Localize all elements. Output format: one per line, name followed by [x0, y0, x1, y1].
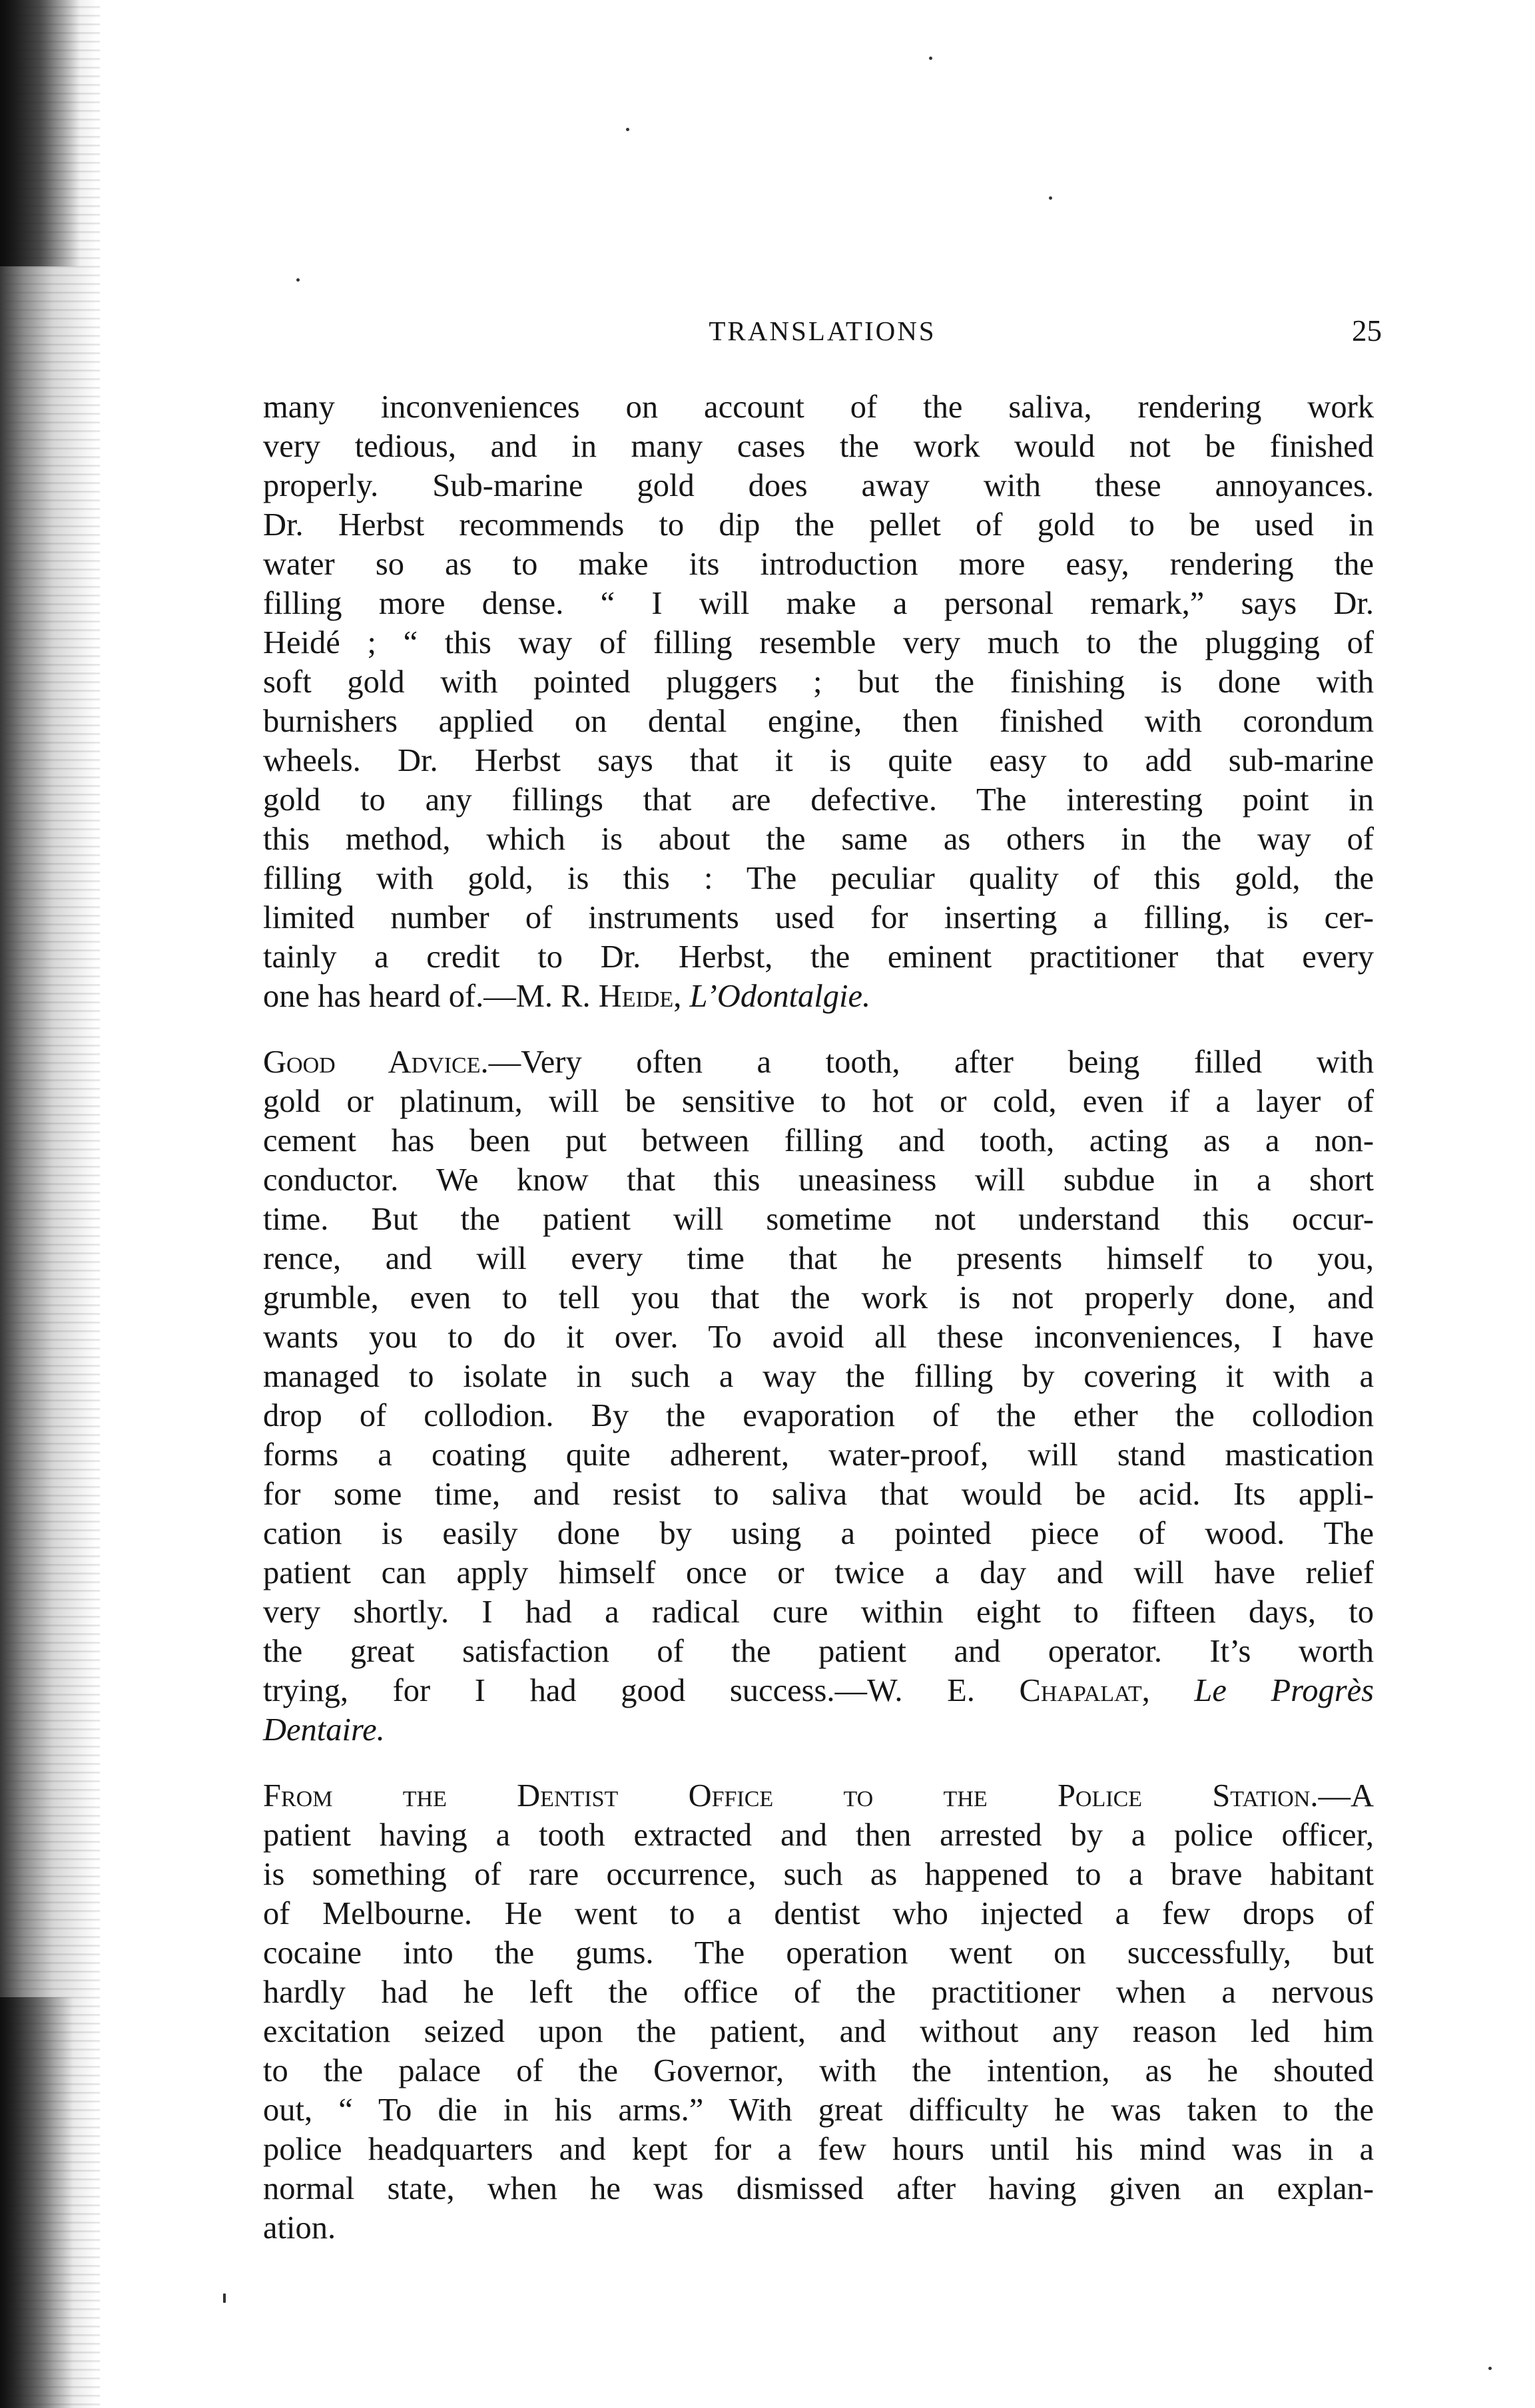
page-number: 25	[1352, 314, 1382, 348]
attribution-line	[263, 977, 1374, 1016]
text-line: time. But the patient will sometime not understand this occur-	[263, 1202, 1374, 1237]
scan-speck	[1049, 196, 1052, 200]
text-line: Dr. Herbst recommends to dip the pellet of gold to be used in	[263, 507, 1374, 543]
section-lead-rest: —Very often a tooth, after being filled with	[488, 1045, 1374, 1080]
text-line: soft gold with pointed pluggers ; but the finishing is done with	[263, 664, 1374, 700]
text-line: wants you to do it over. To avoid all these inconveniences, I have	[263, 1320, 1374, 1355]
text-line: cation is easily done by using a pointed piece of wood. The	[263, 1516, 1374, 1551]
paragraph-3	[263, 1776, 1374, 2248]
section-lead-rest: —A	[1318, 1778, 1374, 1813]
text-line: gold to any fillings that are defective. The interesting point in	[263, 782, 1374, 818]
text-line	[263, 1776, 1374, 1815]
text-line: very tedious, and in many cases the work would not be finished	[263, 429, 1374, 464]
text-line: wheels. Dr. Herbst says that it is quite easy to add sub-marine	[263, 743, 1374, 778]
text-line: forms a coating quite adherent, water-proof, will stand mastication	[263, 1437, 1374, 1473]
scan-speck	[296, 278, 300, 282]
attribution-comma: ,	[673, 979, 690, 1014]
scan-speck	[626, 128, 629, 131]
text-line: police headquarters and kept for a few hours until his mind was in a	[263, 2132, 1374, 2167]
body-text	[263, 387, 1374, 2248]
text-line: water so as to make its introduction more easy, rendering the	[263, 547, 1374, 582]
source-title: L’Odontalgie.	[689, 979, 871, 1014]
section-lead: From the Dentist Office to the Police Station.	[263, 1778, 1319, 1813]
scan-speck	[223, 2293, 226, 2303]
running-title: TRANSLATIONS	[709, 316, 936, 346]
text-line: gold or platinum, will be sensitive to hot or cold, even if a layer of	[263, 1084, 1374, 1119]
text-line: conductor. We know that this uneasiness will subdue in a short	[263, 1162, 1374, 1198]
text-line: cement has been put between filling and tooth, acting as a non-	[263, 1123, 1374, 1158]
text-line: limited number of instruments used for inserting a filling, is cer-	[263, 900, 1374, 935]
text-line: patient can apply himself once or twice a day and will have relief	[263, 1555, 1374, 1590]
attribution-line	[263, 1671, 1374, 1710]
author-name: Heide	[598, 979, 674, 1014]
text-line: tainly a credit to Dr. Herbst, the eminent practitioner that every	[263, 939, 1374, 975]
text-line: excitation seized upon the patient, and without any reason led him	[263, 2014, 1374, 2049]
text-line: cocaine into the gums. The operation went on successfully, but	[263, 1935, 1374, 1971]
paragraph-gap	[263, 1016, 1374, 1043]
text-line: this method, which is about the same as others in the way of	[263, 822, 1374, 857]
text-line: grumble, even to tell you that the work is not properly done, and	[263, 1280, 1374, 1316]
text-line: filling more dense. “ I will make a personal remark,” says Dr.	[263, 586, 1374, 621]
attribution-prefix: trying, for I had good success.—W. E.	[263, 1673, 1020, 1708]
scan-speck	[929, 57, 932, 60]
text-line	[263, 1043, 1374, 1082]
paragraph-2	[263, 1043, 1374, 1750]
text-line: drop of collodion. By the evaporation of the ether the collodion	[263, 1398, 1374, 1433]
text-line: rence, and will every time that he presents himself to you,	[263, 1241, 1374, 1276]
text-line: very shortly. I had a radical cure within eight to fifteen days, to	[263, 1594, 1374, 1630]
binding-edge-shadow-top	[0, 0, 80, 266]
paragraph-1	[263, 387, 1374, 1016]
text-line: burnishers applied on dental engine, then finished with corondum	[263, 704, 1374, 739]
text-line: properly. Sub-marine gold does away with these annoyances.	[263, 468, 1374, 503]
text-line: of Melbourne. He went to a dentist who injected a few drops of	[263, 1896, 1374, 1931]
text-line: normal state, when he was dismissed after having given an explan-	[263, 2171, 1374, 2206]
binding-edge-shadow-bottom	[0, 1997, 73, 2408]
text-line: patient having a tooth extracted and then arrested by a police officer,	[263, 1817, 1374, 1853]
text-line: Heidé ; “ this way of filling resemble very much to the plugging of	[263, 625, 1374, 660]
text-line: filling with gold, is this : The peculiar quality of this gold, the	[263, 861, 1374, 896]
text-line: the great satisfaction of the patient and operator. It’s worth	[263, 1634, 1374, 1669]
scan-speck	[1488, 2367, 1492, 2370]
source-title: Le Progrès	[1194, 1673, 1375, 1708]
text-line: is something of rare occurrence, such as happened to a brave habitant	[263, 1857, 1374, 1892]
text-line: many inconveniences on account of the saliva, rendering work	[263, 389, 1374, 425]
section-lead: Good Advice.	[263, 1045, 489, 1080]
text-line	[263, 1710, 1374, 1750]
text-line: out, “ To die in his arms.” With great difficulty he was taken to the	[263, 2092, 1374, 2128]
paragraph-gap	[263, 1750, 1374, 1776]
attribution-prefix: one has heard of.—M. R.	[263, 979, 599, 1014]
running-head	[263, 308, 1382, 354]
text-line: to the palace of the Governor, with the intention, as he shouted	[263, 2053, 1374, 2088]
text-line: hardly had he left the office of the practitioner when a nervous	[263, 1975, 1374, 2010]
attribution-comma: ,	[1141, 1673, 1195, 1708]
text-line: managed to isolate in such a way the filling by covering it with a	[263, 1359, 1374, 1394]
text-line: for some time, and resist to saliva that would be acid. Its appli-	[263, 1477, 1374, 1512]
source-title-continued: Dentaire.	[263, 1712, 385, 1748]
text-line: ation.	[263, 2210, 336, 2246]
author-name: Chapalat	[1019, 1673, 1142, 1708]
